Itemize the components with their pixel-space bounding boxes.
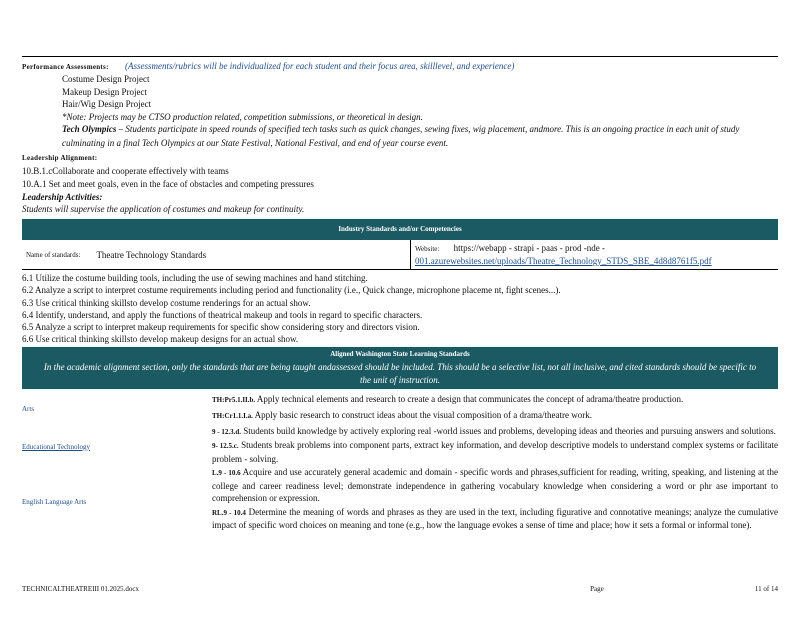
standards-name-label: Name of standards: — [26, 250, 81, 259]
performance-heading — [22, 60, 778, 73]
list-item: 6.3 Use critical thinking skillsto develop costume renderings for an actual show. — [22, 297, 311, 308]
area-label: Educational Technology — [22, 442, 91, 451]
website-label: Website: — [415, 245, 440, 253]
aligned-standards-band — [22, 347, 778, 389]
aligned-band-note: In the academic alignment section, only the standards that are being taught andassessed should be included. This should be a selective list, not all inclusive, and cited standards should be specific to the unit of instruction. — [43, 361, 757, 385]
list-item: 6.1 Utilize the costume building tools, including the use of sewing machines and hand stitching. — [22, 273, 368, 283]
aligned-row-arts — [22, 393, 778, 423]
list-item-text: Makeup Design Project — [62, 86, 147, 97]
list-item: 6.6 Use critical thinking skillsto develop makeup designs for an actual show. — [22, 334, 299, 345]
standards-name-value: Theatre Technology Standards — [96, 249, 207, 260]
olympics-title: Tech Olympics — [62, 124, 117, 134]
aligned-entries — [212, 425, 778, 466]
list-item — [34, 98, 778, 111]
leadership-item: 10.B.1.cCollaborate and cooperate effectively with teams — [22, 166, 229, 176]
website-link[interactable]: 001.azurewebsites.net/uploads/Theatre_Technology_STDS_SBE_4d8d8761f5.pdf — [415, 256, 712, 266]
standard-code: TH:Cr1.1.I.a. — [212, 412, 253, 421]
aligned-entries — [212, 393, 778, 423]
aligned-area — [22, 393, 212, 423]
standard-code: 9 - 12.3.d. — [212, 427, 241, 436]
footer-page-label: Page — [590, 585, 604, 593]
list-item — [34, 86, 778, 99]
website-link-1: https://webapp - strapi - paas - prod -nde - — [453, 243, 606, 253]
aligned-area — [22, 425, 212, 466]
leadership-item: 10.A.1 Set and meet goals, even in the face of obstacles and competing pressures — [22, 179, 314, 189]
standards-name-cell — [22, 240, 411, 269]
leadership-activities-label: Leadership Activities: — [22, 192, 103, 202]
performance-label: Performance Assessments: — [22, 63, 109, 71]
aligned-area — [22, 466, 212, 532]
standard-text: Apply basic research to construct ideas about the visual composition of a drama/theatre work. — [252, 410, 592, 421]
list-item-text: Costume Design Project — [62, 74, 150, 84]
standards-name-row — [22, 240, 778, 270]
list-item — [34, 123, 778, 150]
industry-standards-list — [22, 272, 778, 346]
top-divider — [22, 56, 778, 57]
aligned-row-ela — [22, 466, 778, 532]
aligned-band-title: Aligned Washington State Learning Standards — [330, 349, 470, 358]
note-row — [34, 111, 778, 124]
olympics-text: – Students participate in speed rounds of specified tech tasks such as quick changes, sewing fixes, wig placement, andmore. This is an ongoing practice in each unit of study culminating in a final Tech Olympics at our State Festival, National Festival, and end of year course event. — [62, 124, 740, 148]
document-page — [22, 58, 778, 532]
aligned-entries — [212, 466, 778, 532]
standard-text: Acquire and use accurately general academic and domain - specific words and phrases,sufficient for reading, writing, speaking, and listening at the college and career readiness level; demonstrate independence in gathering vocabulary knowledge when considering a word or phr ase important to comprehension or expression. — [212, 467, 778, 504]
list-item: 6.5 Analyze a script to interpret makeup requirements for specific show considering story and directors vision. — [22, 322, 420, 333]
area-label: English Language Arts — [22, 498, 87, 507]
standard-text: Students build knowledge by actively exploring real -world issues and problems, developing ideas and theories and pursuing answers and solutions. — [240, 425, 776, 436]
standard-text: Students break problems into component parts, extract key information, and develop descriptive models to understand complex systems or facilitate problem - solving. — [212, 440, 778, 464]
footer-filename: TECHNICALTHEATREIII 01.2025.docx — [22, 585, 139, 593]
standard-code: 9- 12.5.c. — [212, 442, 239, 451]
performance-note: (Assessments/rubrics will be individualized for each student and their focus area, skilllevel, and experience) — [124, 61, 515, 71]
page-footer — [22, 585, 778, 593]
projects-note: *Note: Projects may be CTSO production related, competition submissions, or theoretical in design. — [62, 111, 423, 122]
footer-page-number: 11 of 14 — [754, 585, 778, 593]
standard-code: TH:Pr5.1.II.b. — [212, 395, 256, 404]
leadership-heading: Leadership Alignment: — [22, 154, 98, 162]
area-label: Arts — [22, 404, 35, 413]
standard-text: Apply technical elements and research to create a design that communicates the concept of adrama/theatre production. — [255, 393, 684, 404]
standard-code: RL.9 - 10.4 — [212, 508, 246, 517]
performance-list — [34, 73, 778, 150]
standard-code: L.9 - 10.6 — [212, 469, 241, 478]
industry-standards-band: Industry Standards and/or Competencies — [22, 219, 778, 240]
olympics-item — [62, 123, 778, 150]
list-item: 6.2 Analyze a script to interpret costume requirements including period and functionality (i.e., Quick change, microphone placeme nt, fight scenes...). — [22, 285, 561, 296]
list-item — [34, 73, 778, 86]
list-item: 6.4 Identify, understand, and apply the functions of theatrical makeup and tools in regard to specific characters. — [22, 309, 423, 320]
list-item-text: Hair/Wig Design Project — [62, 99, 152, 109]
aligned-row-edtech — [22, 425, 778, 466]
leadership-activities-text: Students will supervise the application of costumes and makeup for continuity. — [22, 204, 305, 214]
website-cell — [411, 240, 778, 269]
standard-text: Determine the meaning of words and phrases as they are used in the text, including figurative and connotative meanings; analyze the cumulative impact of specific word choices on meaning and tone (e.g., how the language evokes a sense of time and place; how it sets a formal or informal tone). — [212, 506, 778, 531]
